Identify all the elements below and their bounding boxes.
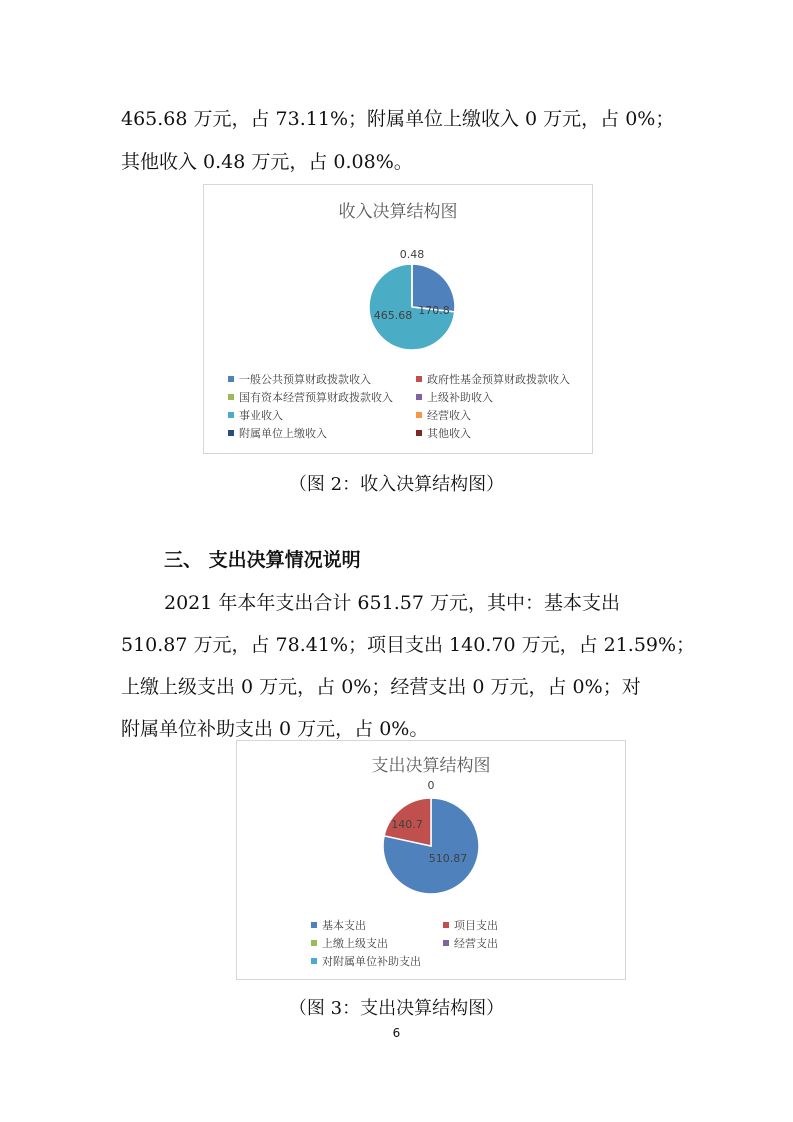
legend-item [416, 371, 570, 387]
income-chart-caption: （图 2：收入决算结构图） [288, 474, 505, 495]
legend-label: 对附属单位补助支出 [322, 955, 421, 968]
legend-label: 政府性基金预算财政拨款收入 [427, 373, 570, 386]
expense-chart-caption: （图 3：支出决算结构图） [288, 998, 505, 1019]
pie-data-label: 465.68 [373, 309, 413, 322]
legend-swatch [228, 376, 234, 382]
legend-item [228, 371, 371, 387]
pie-data-label: 0 [427, 779, 435, 792]
legend-label: 一般公共预算财政拨款收入 [239, 373, 371, 386]
legend-label: 国有资本经营预算财政拨款收入 [239, 391, 393, 404]
legend-label: 上缴上级支出 [322, 937, 388, 950]
legend-item [443, 917, 498, 933]
legend-swatch [228, 412, 234, 418]
legend-label: 项目支出 [454, 919, 498, 932]
page-number: 6 [392, 1026, 401, 1040]
legend-swatch [311, 940, 317, 946]
legend-item [311, 953, 421, 969]
pie-data-label: 140.7 [391, 818, 423, 831]
expense-chart [236, 740, 626, 980]
section-line-1: 2021 年本年支出合计 651.57 万元，其中：基本支出 [164, 592, 620, 614]
income-chart-title: 收入决算结构图 [338, 202, 458, 222]
legend-swatch [416, 412, 422, 418]
legend-item [311, 917, 366, 933]
legend-swatch [311, 922, 317, 928]
legend-item [228, 425, 327, 441]
legend-label: 基本支出 [322, 919, 366, 932]
legend-swatch [311, 958, 317, 964]
legend-swatch [228, 394, 234, 400]
legend-swatch [228, 430, 234, 436]
intro-line-1: 465.68 万元，占 73.11%；附属单位上缴收入 0 万元，占 0%； [121, 108, 675, 130]
legend-item [443, 935, 498, 951]
pie-data-label: 0.48 [399, 248, 425, 261]
expense-chart-title: 支出决算结构图 [371, 756, 491, 776]
legend-swatch [416, 376, 422, 382]
legend-item [416, 389, 493, 405]
legend-label: 经营支出 [454, 937, 498, 950]
legend-label: 事业收入 [239, 409, 283, 422]
legend-item [311, 935, 388, 951]
legend-item [416, 425, 471, 441]
section-line-3: 上缴上级支出 0 万元，占 0%；经营支出 0 万元，占 0%；对 [121, 676, 641, 698]
section-line-2: 510.87 万元，占 78.41%；项目支出 140.70 万元，占 21.59%； [121, 634, 696, 656]
expense-pie [237, 741, 625, 979]
intro-line-2: 其他收入 0.48 万元，占 0.08%。 [121, 151, 413, 173]
legend-item [228, 407, 283, 423]
section-line-4: 附属单位补助支出 0 万元，占 0%。 [121, 718, 429, 740]
pie-data-label: 170.8 [418, 304, 450, 317]
legend-item [416, 407, 471, 423]
legend-label: 其他收入 [427, 427, 471, 440]
legend-swatch [416, 394, 422, 400]
legend-swatch [443, 940, 449, 946]
legend-item [228, 389, 393, 405]
income-chart [203, 184, 593, 454]
legend-label: 附属单位上缴收入 [239, 427, 327, 440]
pie-data-label: 510.87 [428, 852, 468, 865]
legend-label: 经营收入 [427, 409, 471, 422]
legend-label: 上级补助收入 [427, 391, 493, 404]
legend-swatch [443, 922, 449, 928]
legend-swatch [416, 430, 422, 436]
section-heading: 三、 支出决算情况说明 [164, 549, 361, 571]
